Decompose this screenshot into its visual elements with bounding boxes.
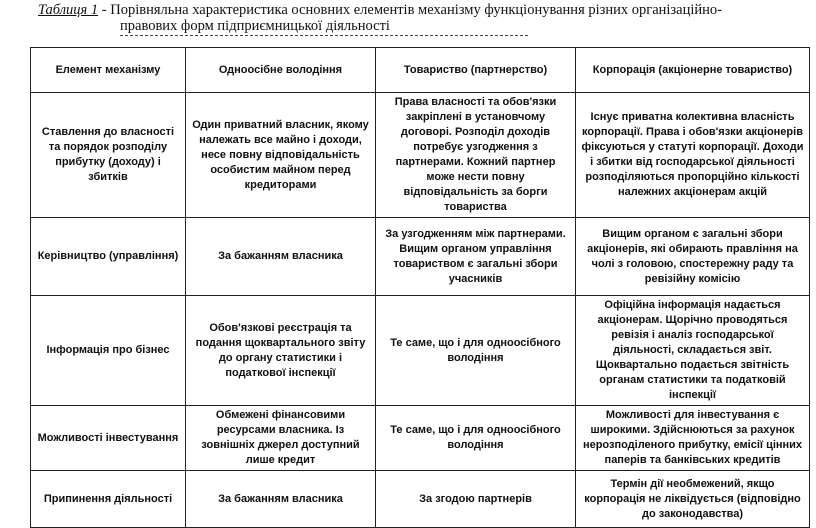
table-cell: За узгодженням між партнерами. Вищим органом управління товариством є загальні збори учасників <box>376 218 576 296</box>
table-cell: Термін дії необмежений, якщо корпорація не ліквідується (відповідно до законодавства) <box>576 471 810 528</box>
table-cell: Вищим органом є загальні збори акціонерів, які обирають правління на чолі з головою, спостережну раду та ревізійну комісію <box>576 218 810 296</box>
row-label-cell: Припинення діяльності <box>31 471 186 528</box>
table-cell: Обов'язкові реєстрація та подання щоквартального звіту до органу статистики і податкової інспекції <box>186 296 376 406</box>
table-caption <box>38 2 808 34</box>
table-cell: Те саме, що і для одноосібного володіння <box>376 296 576 406</box>
header-cell: Одноосібне володіння <box>186 48 376 93</box>
table-cell: Існує приватна колективна власність корпорації. Права і обов'язки акціонерів фіксуються у статуті корпорації. Доходи і збитки від господарської діяльності розподіляються пропорційно кількості належних акціонерам акцій <box>576 93 810 218</box>
row-label-cell: Ставлення до власності та порядок розподілу прибутку (доходу) і збитків <box>31 93 186 218</box>
row-label-cell: Керівництво (управління) <box>31 218 186 296</box>
table-cell: Офіційна інформація надається акціонерам. Щорічно проводяться ревізія і аналіз господарської діяльності, складається звіт. Щоквартально подається звітність органам статистики та податковій інспекції <box>576 296 810 406</box>
row-label-cell: Можливості інвестування <box>31 406 186 471</box>
table-row <box>31 296 810 406</box>
comparison-table <box>30 47 810 528</box>
table-cell: Можливості для інвестування є широкими. Здійснюються за рахунок нерозподіленого прибутку, емісії цінних паперів та банківських кредитів <box>576 406 810 471</box>
table-row <box>31 471 810 528</box>
dashed-divider <box>120 35 528 36</box>
table-cell: За згодою партнерів <box>376 471 576 528</box>
table-cell: За бажанням власника <box>186 218 376 296</box>
table-cell: Один приватний власник, якому належать все майно і доходи, несе повну відповідальність особистим майном перед кредиторами <box>186 93 376 218</box>
header-cell: Товариство (партнерство) <box>376 48 576 93</box>
caption-text-line2: правових форм підприємницької діяльності <box>120 18 390 34</box>
table-row <box>31 406 810 471</box>
table-row <box>31 93 810 218</box>
table-row <box>31 218 810 296</box>
caption-label: Таблиця 1 <box>38 2 99 18</box>
row-label-cell: Інформація про бізнес <box>31 296 186 406</box>
table-cell: Права власності та обов'язки закріплені в установчому договорі. Розподіл доходів потребує узгодження з партнерами. Кожний партнер може нести повну відповідальність за борги товариства <box>376 93 576 218</box>
table-cell: За бажанням власника <box>186 471 376 528</box>
table-cell: Те саме, що і для одноосібного володіння <box>376 406 576 471</box>
caption-text-line1: - Порівняльна характеристика основних елементів механізму функціонування різних організаційно- <box>98 2 722 18</box>
header-row <box>31 48 810 93</box>
header-cell: Елемент механізму <box>31 48 186 93</box>
header-cell: Корпорація (акціонерне товариство) <box>576 48 810 93</box>
table-cell: Обмежені фінансовими ресурсами власника. Із зовнішніх джерел доступний лише кредит <box>186 406 376 471</box>
